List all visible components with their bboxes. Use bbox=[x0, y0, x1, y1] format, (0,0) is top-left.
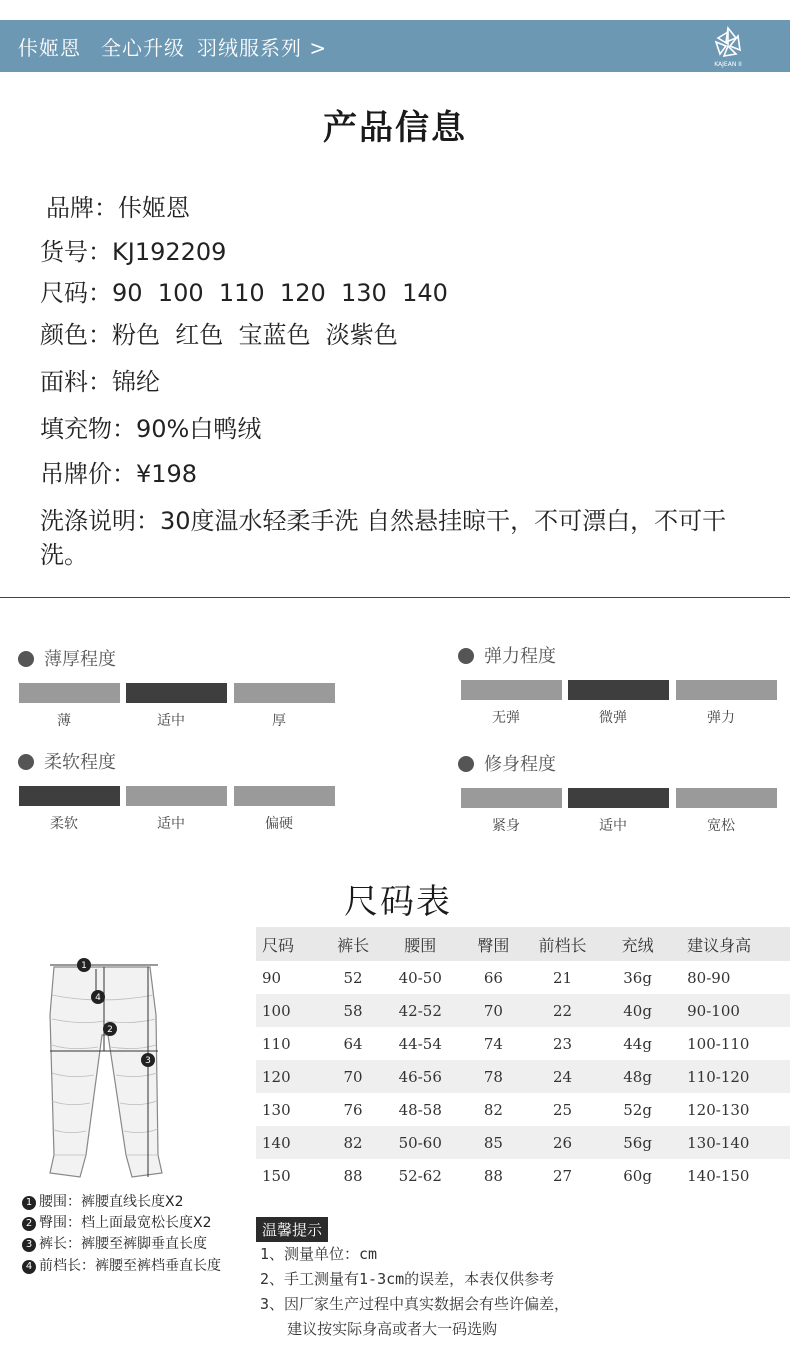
bullet-dot-icon bbox=[458, 756, 474, 772]
column-header: 臀围 bbox=[460, 927, 527, 961]
legend-line-3: 3 裤长：裤腰至裤脚垂直长度 bbox=[22, 1233, 207, 1253]
table-cell: 80-90 bbox=[687, 968, 731, 987]
svg-text:2: 2 bbox=[107, 1025, 113, 1035]
tip-line-3: 3、因厂家生产过程中真实数据会有些许偏差， bbox=[260, 1295, 570, 1313]
legend-line-2: 2 臀围：档上面最宽松长度X2 bbox=[22, 1212, 212, 1232]
table-row bbox=[256, 1060, 790, 1093]
table-cell: 42-52 bbox=[381, 994, 460, 1027]
table-cell: 40-50 bbox=[398, 968, 442, 987]
column-header: 前档长 bbox=[527, 927, 598, 961]
attr-softness-bar-1 bbox=[126, 786, 227, 806]
table-cell: 90-100 bbox=[677, 994, 790, 1027]
table-cell: 64 bbox=[343, 1034, 363, 1053]
attr-fit-label-0: 紧身 bbox=[492, 818, 520, 834]
attr-elasticity-label-1: 微弹 bbox=[599, 710, 627, 726]
column-header: 充绒 bbox=[598, 927, 677, 961]
attr-thickness-label-1: 适中 bbox=[157, 713, 185, 729]
table-cell: 110-120 bbox=[677, 1060, 790, 1093]
size-chart-title: 尺码表 bbox=[344, 882, 452, 922]
table-cell: 88 bbox=[343, 1166, 363, 1185]
table-cell: 52 bbox=[343, 968, 363, 987]
table-cell: 60g bbox=[623, 1166, 652, 1185]
table-cell: 22 bbox=[527, 994, 598, 1027]
table-header-row bbox=[256, 927, 790, 961]
table-row bbox=[256, 1126, 790, 1159]
attr-fit-label-1: 适中 bbox=[599, 818, 627, 834]
svg-text:3: 3 bbox=[145, 1056, 151, 1066]
attr-thickness-bar-2 bbox=[234, 683, 335, 703]
attr-fit-title: 修身程度 bbox=[458, 750, 556, 776]
info-filling: 填充物：90%白鸭绒 bbox=[40, 415, 262, 443]
table-cell: 21 bbox=[552, 968, 573, 987]
attr-thickness-bar-0 bbox=[19, 683, 120, 703]
attr-thickness-label-2: 厚 bbox=[272, 713, 286, 729]
table-cell: 44-54 bbox=[398, 1034, 442, 1053]
column-header: 腰围 bbox=[381, 927, 460, 961]
table-cell: 26 bbox=[527, 1126, 598, 1159]
info-colors: 颜色：粉色 红色 宝蓝色 淡紫色 bbox=[40, 321, 398, 349]
svg-text:KAJEAN II: KAJEAN II bbox=[714, 61, 742, 68]
table-cell: 88 bbox=[483, 1166, 503, 1185]
attr-elasticity-bar-0 bbox=[461, 680, 562, 700]
table-cell: 130-140 bbox=[677, 1126, 790, 1159]
table-cell: 120 bbox=[256, 1060, 325, 1093]
table-cell: 40g bbox=[598, 994, 677, 1027]
breadcrumb[interactable] bbox=[18, 32, 327, 61]
table-cell: 44g bbox=[623, 1034, 652, 1053]
table-cell: 70 bbox=[460, 994, 527, 1027]
attr-fit-bar-1 bbox=[568, 788, 669, 808]
table-cell: 140 bbox=[256, 1126, 325, 1159]
table-row bbox=[256, 961, 790, 994]
table-cell: 27 bbox=[552, 1166, 573, 1185]
attr-thickness-bar-1 bbox=[126, 683, 227, 703]
table-cell: 110 bbox=[262, 1034, 291, 1053]
attr-fit-bar-0 bbox=[461, 788, 562, 808]
attr-thickness-label-0: 薄 bbox=[57, 713, 71, 729]
number-badge-icon: 3 bbox=[22, 1238, 36, 1252]
attr-elasticity-bar-2 bbox=[676, 680, 777, 700]
info-sizes: 尺码：90 100 110 120 130 140 bbox=[40, 279, 448, 307]
tip-line-2: 2、手工测量有1-3cm的误差，本表仅供参考 bbox=[260, 1270, 555, 1288]
legend-line-1: 1 腰围：裤腰直线长度X2 bbox=[22, 1191, 184, 1211]
slogan: 全心升级 bbox=[101, 36, 185, 60]
table-cell: 46-56 bbox=[381, 1060, 460, 1093]
table-row bbox=[256, 1093, 790, 1126]
number-badge-icon: 2 bbox=[22, 1217, 36, 1231]
table-cell: 56g bbox=[598, 1126, 677, 1159]
product-info-title: 产品信息 bbox=[323, 108, 467, 148]
table-cell: 48g bbox=[598, 1060, 677, 1093]
attr-softness-title: 柔软程度 bbox=[18, 748, 116, 774]
series-link[interactable]: 羽绒服系列 > bbox=[197, 36, 328, 60]
attr-softness-label-0: 柔软 bbox=[50, 816, 78, 832]
bullet-dot-icon bbox=[458, 648, 474, 664]
brand-name: 佧姬恩 bbox=[18, 36, 81, 60]
info-brand: 品牌：佧姬恩 bbox=[46, 194, 190, 222]
attr-thickness-title: 薄厚程度 bbox=[18, 645, 116, 671]
tips-badge: 温馨提示 bbox=[256, 1217, 328, 1242]
table-cell: 150 bbox=[262, 1166, 291, 1185]
info-item-no: 货号：KJ192209 bbox=[40, 238, 227, 266]
top-banner bbox=[0, 20, 790, 72]
table-cell: 78 bbox=[460, 1060, 527, 1093]
brand-logo-icon bbox=[706, 24, 750, 68]
table-cell: 66 bbox=[483, 968, 503, 987]
info-price: 吊牌价：¥198 bbox=[40, 460, 198, 488]
tip-line-1: 1、测量单位：cm bbox=[260, 1245, 378, 1263]
table-cell: 48-58 bbox=[398, 1100, 442, 1119]
attr-softness-bar-2 bbox=[234, 786, 335, 806]
table-cell: 82 bbox=[325, 1126, 380, 1159]
table-cell: 23 bbox=[552, 1034, 573, 1053]
table-cell: 58 bbox=[325, 994, 380, 1027]
table-cell: 52-62 bbox=[398, 1166, 442, 1185]
number-badge-icon: 1 bbox=[22, 1196, 36, 1210]
bullet-dot-icon bbox=[18, 651, 34, 667]
section-divider bbox=[0, 597, 790, 598]
table-cell: 100 bbox=[256, 994, 325, 1027]
column-header: 建议身高 bbox=[677, 927, 790, 961]
info-fabric: 面料：锦纶 bbox=[40, 368, 160, 396]
svg-text:1: 1 bbox=[81, 961, 87, 971]
svg-text:4: 4 bbox=[95, 993, 101, 1003]
table-cell: 90 bbox=[262, 968, 282, 987]
tip-line-4: 建议按实际身高或者大一码选购 bbox=[260, 1320, 498, 1338]
table-row bbox=[256, 994, 790, 1027]
legend-line-4: 4 前档长：裤腰至裤档垂直长度 bbox=[22, 1255, 221, 1275]
column-header: 尺码 bbox=[256, 927, 325, 961]
table-cell: 120-130 bbox=[687, 1100, 750, 1119]
attr-softness-label-1: 适中 bbox=[157, 816, 185, 832]
attr-elasticity-label-2: 弹力 bbox=[707, 710, 735, 726]
bullet-dot-icon bbox=[18, 754, 34, 770]
table-cell: 82 bbox=[483, 1100, 503, 1119]
table-cell: 50-60 bbox=[381, 1126, 460, 1159]
table-cell: 76 bbox=[343, 1100, 363, 1119]
column-header: 裤长 bbox=[325, 927, 380, 961]
info-wash: 洗涤说明：30度温水轻柔手洗 自然悬挂晾干，不可漂白，不可干洗。 bbox=[40, 507, 727, 569]
table-row bbox=[256, 1027, 790, 1060]
table-cell: 25 bbox=[552, 1100, 573, 1119]
table-cell: 130 bbox=[262, 1100, 291, 1119]
table-row bbox=[256, 1159, 790, 1192]
table-cell: 140-150 bbox=[687, 1166, 750, 1185]
size-table bbox=[256, 927, 790, 1192]
table-cell: 24 bbox=[527, 1060, 598, 1093]
table-cell: 36g bbox=[623, 968, 652, 987]
attr-elasticity-title: 弹力程度 bbox=[458, 642, 556, 668]
attr-softness-bar-0 bbox=[19, 786, 120, 806]
table-cell: 70 bbox=[325, 1060, 380, 1093]
attr-softness-label-2: 偏硬 bbox=[265, 816, 293, 832]
table-cell: 74 bbox=[483, 1034, 503, 1053]
attr-elasticity-label-0: 无弹 bbox=[492, 710, 520, 726]
attr-fit-label-2: 宽松 bbox=[707, 818, 735, 834]
attr-fit-bar-2 bbox=[676, 788, 777, 808]
table-cell: 52g bbox=[623, 1100, 652, 1119]
pants-diagram bbox=[40, 955, 170, 1185]
table-cell: 85 bbox=[460, 1126, 527, 1159]
number-badge-icon: 4 bbox=[22, 1260, 36, 1274]
attr-elasticity-bar-1 bbox=[568, 680, 669, 700]
table-cell: 100-110 bbox=[687, 1034, 750, 1053]
